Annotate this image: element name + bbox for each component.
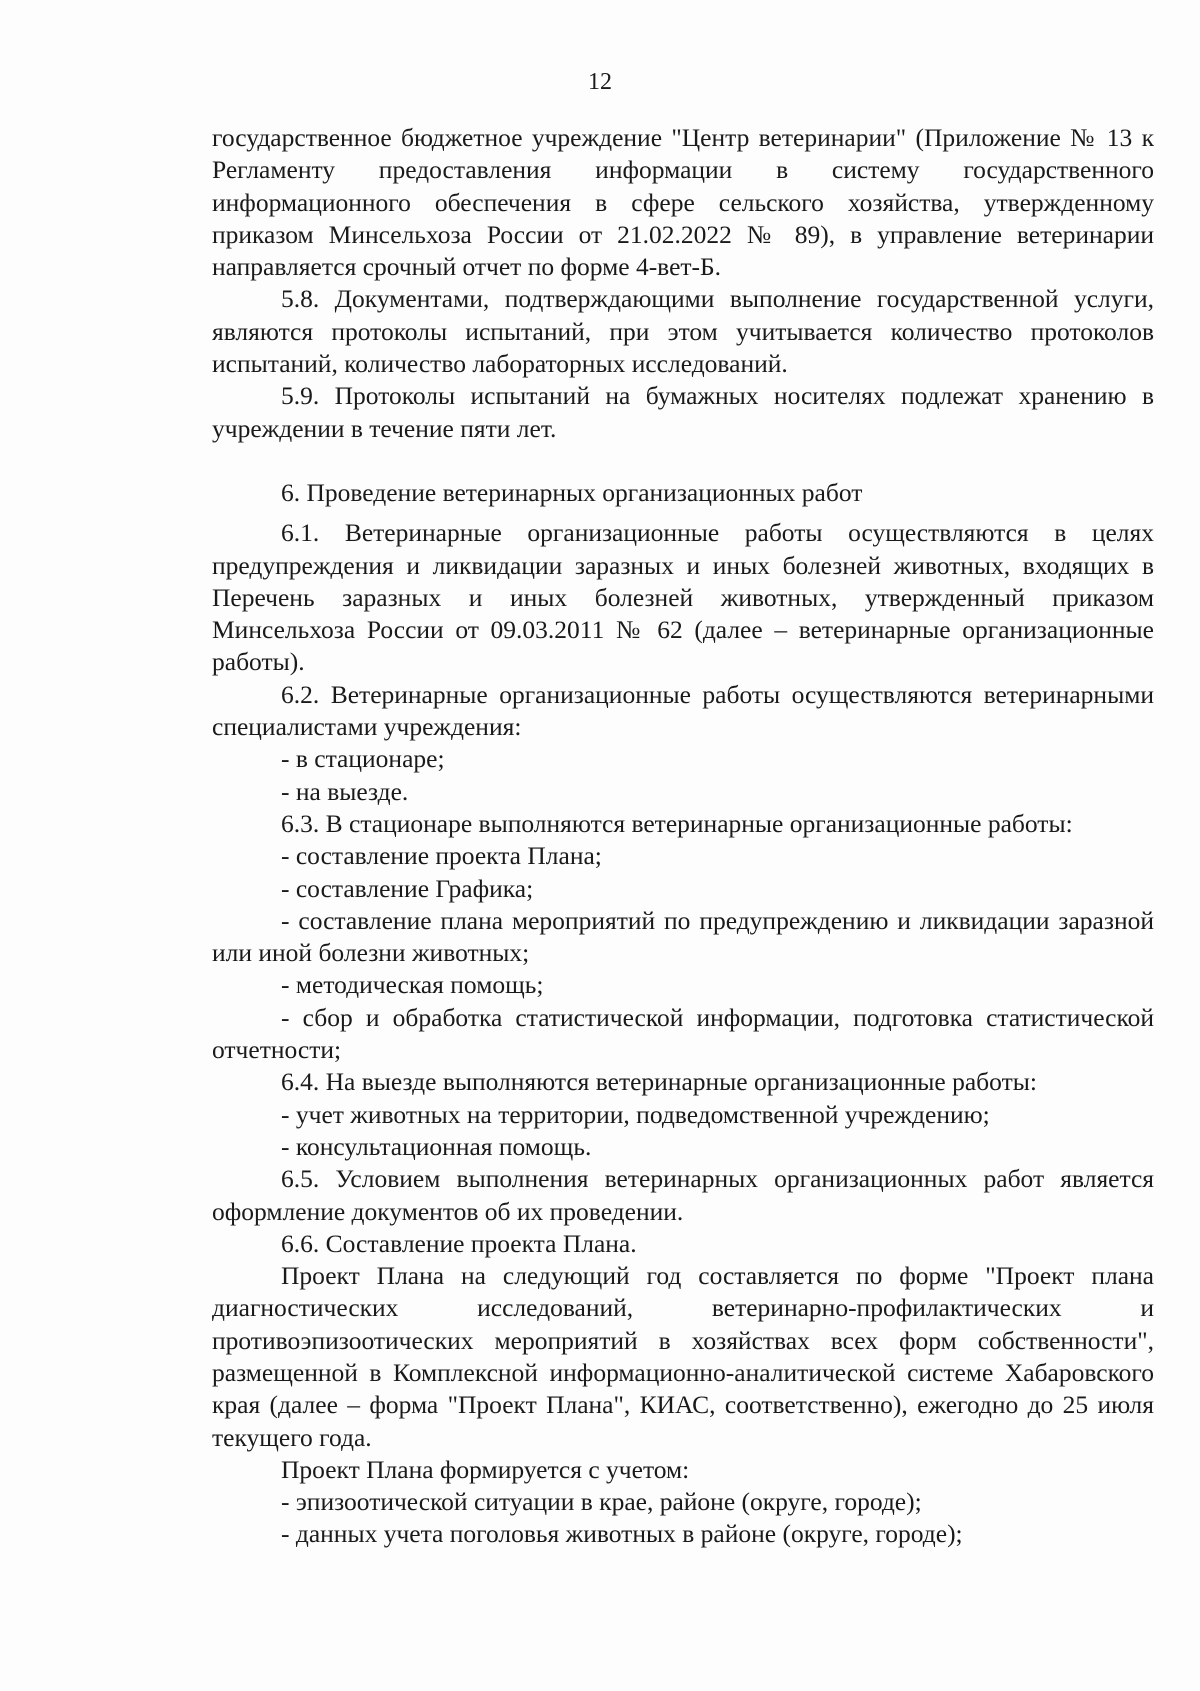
paragraph-5-9: 5.9. Протоколы испытаний на бумажных носителях подлежат хранению в учреждении в течение пяти лет. (212, 381, 1154, 443)
page-number: 12 (588, 69, 612, 95)
section-gap (212, 445, 1154, 477)
list-item-consulting: - консультационная помощь. (281, 1131, 592, 1161)
list-item-plan-draft: - составление проекта Плана; (281, 841, 602, 871)
section-gap-small (212, 509, 1154, 517)
document-body (212, 122, 1154, 1551)
list-item-measures-plan: - составление плана мероприятий по предупреждению и ликвидации заразной или иной болезни животных; (212, 905, 1154, 968)
list-item-field: - на выезде. (281, 776, 409, 806)
list-item-stationary: - в стационаре; (281, 744, 445, 774)
paragraph-plan-form: Проект Плана на следующий год составляется по форме "Проект плана диагностических исследований, ветеринарно-профилактических и противоэпизоотических мероприятий в хозяйствах всех форм собственности", размещенной в Комплексной информационно-аналитической системе Хабаровского края (далее – форма "Проект Плана", КИАС, соответственно), ежегодно до 25 июля текущего года. (212, 1261, 1154, 1452)
section-title-6: 6. Проведение ветеринарных организационных работ (281, 477, 863, 507)
paragraph-6-3: 6.3. В стационаре выполняются ветеринарные организационные работы: (281, 808, 1073, 838)
list-item-schedule: - составление Графика; (281, 873, 534, 903)
paragraph-5-8: 5.8. Документами, подтверждающими выполнение государственной услуги, являются протоколы испытаний, при этом учитывается количество протоколов испытаний, количество лабораторных исследований. (212, 284, 1154, 379)
list-item-animal-accounting: - учет животных на территории, подведомственной учреждению; (281, 1099, 990, 1129)
list-item-epizootic-situation: - эпизоотической ситуации в крае, районе (округе, городе); (281, 1487, 922, 1517)
list-item-livestock-data: - данных учета поголовья животных в районе (округе, городе); (281, 1519, 963, 1549)
list-item-methodical-help: - методическая помощь; (281, 970, 544, 1000)
paragraph-continuation: государственное бюджетное учреждение "Центр ветеринарии" (Приложение № 13 к Регламенту предоставления информации в систему государственного информационного обеспечения в сфере сельского хозяйства, утвержденному приказом Минсельхоза России от 21.02.2022 № 89), в управление ветеринарии направляется срочный отчет по форме 4-вет-Б. (212, 123, 1154, 282)
paragraph-6-5: 6.5. Условием выполнения ветеринарных организационных работ является оформление документов об их проведении. (212, 1164, 1154, 1226)
paragraph-6-4: 6.4. На выезде выполняются ветеринарные организационные работы: (281, 1067, 1037, 1097)
paragraph-6-2: 6.2. Ветеринарные организационные работы осуществляются ветеринарными специалистами учреждения: (212, 679, 1154, 742)
list-item-statistics: - сбор и обработка статистической информации, подготовка статистической отчетности; (212, 1002, 1154, 1065)
paragraph-6-6: 6.6. Составление проекта Плана. (281, 1228, 637, 1258)
paragraph-6-1: 6.1. Ветеринарные организационные работы осуществляются в целях предупреждения и ликвидации заразных и иных болезней животных, входящих в Перечень заразных и иных болезней животных, утвержденный приказом Минсельхоза России от 09.03.2011 № 62 (далее – ветеринарные организационные работы). (212, 518, 1154, 677)
paragraph-plan-basis: Проект Плана формируется с учетом: (281, 1454, 690, 1484)
